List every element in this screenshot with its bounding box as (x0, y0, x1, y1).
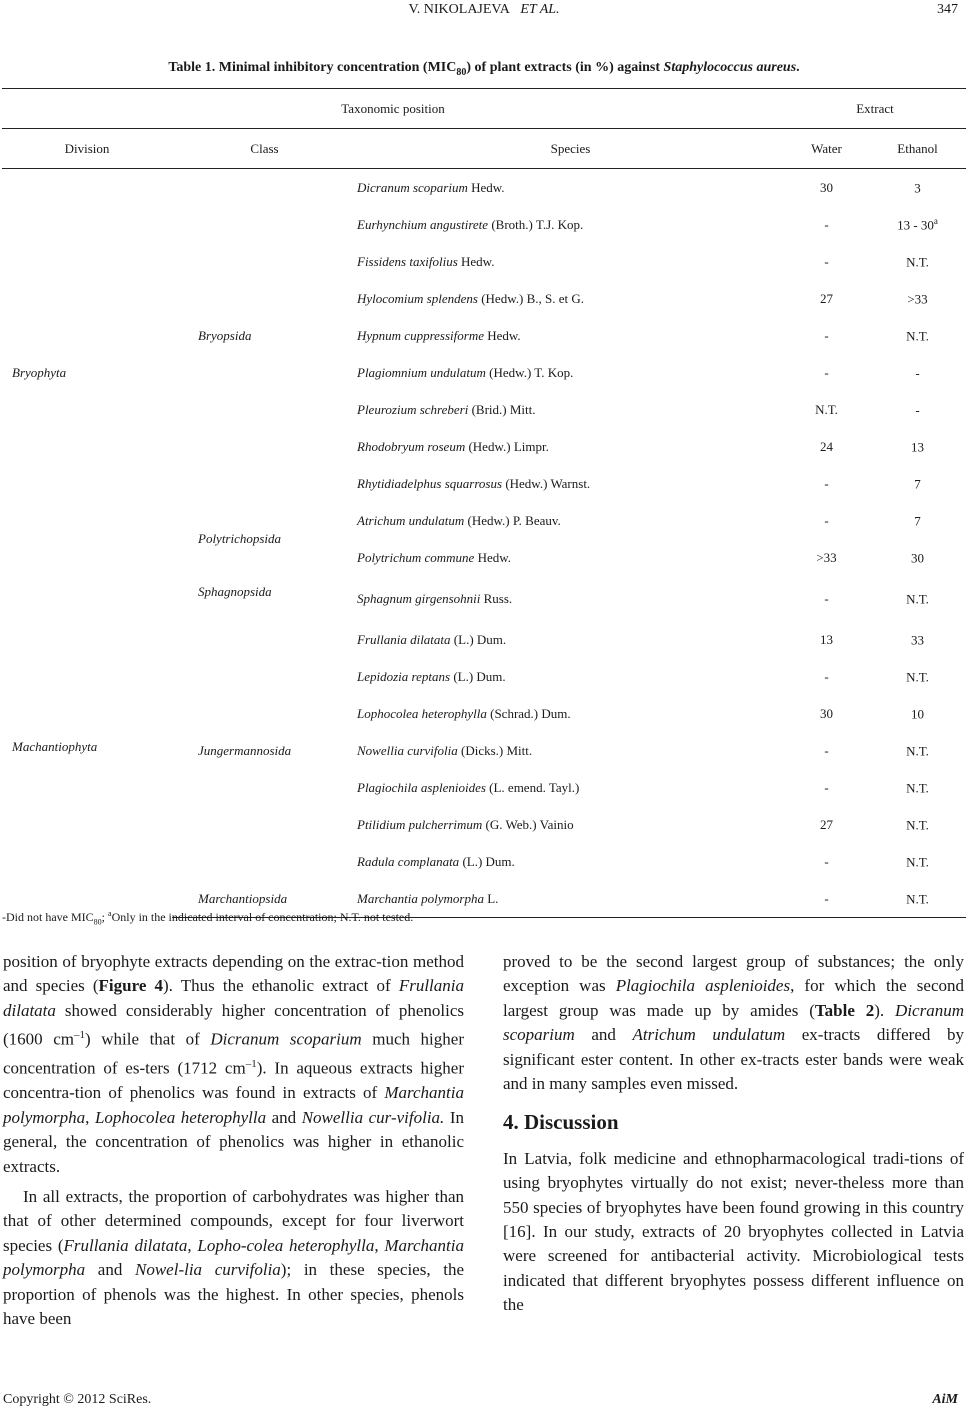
ethanol-mic-cell (869, 428, 966, 465)
table-ref-link[interactable]: Table 2 (814, 1000, 875, 1020)
species-name: Pleurozium schreberi (357, 401, 469, 417)
water-mic-cell: - (824, 216, 829, 232)
paragraph (503, 950, 964, 1096)
species-name: Eurhynchium angustirete (357, 216, 489, 232)
ethanol-mic-cell (869, 806, 966, 843)
species-name: Frullania dilatata (3, 976, 464, 1020)
paragraph (3, 950, 464, 1179)
water-mic-cell: 24 (820, 438, 833, 454)
ethanol-mic-cell (869, 695, 966, 732)
water-mic-cell: - (824, 853, 829, 869)
species-name: Lopho-colea heterophylla (197, 1235, 375, 1255)
ethanol-mic-cell (869, 732, 966, 769)
text-run: , (187, 1235, 198, 1255)
water-mic-cell: 13 (820, 631, 833, 647)
species-name: Plagiomnium undulatum (357, 364, 486, 380)
species-name: Radula complanata (357, 853, 460, 869)
species-cell (357, 539, 784, 576)
species-cell (357, 280, 784, 317)
ethanol-mic-cell (869, 769, 966, 806)
caption-end: . (796, 60, 800, 75)
text-run: ex-tracts differed by significant ester content. In other ex-tracts ester bands were weak and in many samples even missed. (503, 1025, 964, 1094)
species-authority: (Broth.) T.J. Kop. (488, 216, 584, 232)
species-name: Rhytidiadelphus squarrosus (357, 475, 503, 491)
species-cell (357, 465, 784, 502)
species-authority: (L.) Dum. (450, 631, 507, 647)
authors-et-al: ET AL. (520, 2, 560, 17)
species-name: Frullania dilatata (63, 1235, 188, 1255)
header-class: Class (172, 129, 357, 169)
species-authority: (Brid.) Mitt. (468, 401, 536, 417)
water-mic-cell: - (824, 253, 829, 269)
text-run: , for which the second largest group was made up by amides ( (503, 976, 964, 1020)
species-name: Lepidozia reptans (357, 668, 451, 684)
text-run: In general, the concentration of phenolics was higher in ethanolic extracts. (3, 1107, 465, 1176)
species-name: Nowellia curvifolia (357, 742, 458, 758)
page-header (0, 2, 968, 22)
authors-name: V. NIKOLAJEVA (408, 2, 510, 17)
ethanol-mic-value: 3 (914, 180, 921, 196)
ethanol-mic-value: N.T. (906, 817, 929, 833)
section-heading: 4. Discussion (503, 1110, 619, 1135)
paragraph (3, 1185, 464, 1331)
running-head-authors (0, 2, 968, 18)
species-name: Marchantia polymorpha (3, 1235, 464, 1280)
species-cell (357, 658, 784, 695)
header-taxonomic-position: Taxonomic position (2, 89, 784, 129)
text-run: , (85, 1107, 95, 1127)
species-authority: (L. emend. Tayl.) (485, 779, 580, 795)
ethanol-mic-value: >33 (907, 291, 928, 307)
paragraph: In Latvia, folk medicine and ethnopharmacological tradi-tions of using bryophytes virtually do not exist; never-theless more than 550 species of bryophytes have been found growing in this country [16]. In our study, extracts of 20 bryophytes collected in Latvia were screened for antibacterial activity. Microbiological tests indicated that different bryophytes possess different influence on the (503, 1148, 964, 1315)
water-mic-cell: 27 (820, 290, 833, 306)
division-marchantiophyta: Machantiophyta (12, 738, 98, 754)
ethanol-mic-value: 13 - 30 (897, 217, 934, 233)
species-authority: (L.) Dum. (450, 668, 506, 684)
table-row (2, 169, 966, 207)
species-name: Atrichum undulatum (357, 512, 465, 528)
species-cell (357, 317, 784, 354)
text-run: proved to be the second largest group of substances; the only exception was (503, 952, 964, 996)
text-run: ). Thus the ethanolic extract of (163, 976, 399, 996)
water-mic-cell: - (784, 880, 869, 918)
footnote-sub: 80 (93, 917, 102, 927)
water-mic-cell: - (824, 327, 829, 343)
header-extract: Extract (784, 89, 966, 129)
species-cell (357, 621, 784, 658)
ethanol-mic-value: N.T. (906, 328, 929, 344)
class-jungermannosida: Jungermannosida (198, 742, 292, 758)
water-mic-cell: - (824, 590, 829, 606)
ethanol-mic-footnote-mark: a (933, 215, 938, 226)
species-name: Dicranum scoparium (357, 179, 468, 195)
ethanol-mic-cell (869, 280, 966, 317)
ethanol-mic-value: - (915, 365, 920, 381)
species-authority: Hedw. (474, 549, 512, 565)
ethanol-mic-value: 7 (914, 513, 921, 529)
species-name: Lophocolea heterophylla (357, 705, 487, 721)
ethanol-mic-cell (869, 539, 966, 576)
class-polytrichopsida: Polytrichopsida (198, 531, 282, 546)
species-cell (357, 354, 784, 391)
species-cell (357, 769, 784, 806)
footnote-sup: a (108, 909, 112, 918)
species-name: Plagiochila asplenioides (357, 779, 486, 795)
ethanol-mic-value: N.T. (906, 743, 929, 759)
superscript: –1 (74, 1029, 85, 1042)
ethanol-mic-value: 13 (911, 439, 924, 455)
ethanol-mic-value: N.T. (906, 891, 929, 907)
ethanol-mic-value: 10 (911, 706, 924, 722)
ethanol-mic-cell (869, 502, 966, 539)
water-mic-cell: 30 (820, 179, 833, 195)
ethanol-mic-value: N.T. (906, 780, 929, 796)
ethanol-mic-cell (869, 621, 966, 658)
mic-table (2, 88, 966, 918)
caption-organism: Staphylococcus aureus (663, 60, 797, 75)
text-run: ); in these species, the proportion of phenols was the highest. In other species, phenols have been (3, 1260, 464, 1328)
caption-sub: 80 (456, 66, 467, 78)
species-cell (357, 695, 784, 732)
ethanol-mic-value: 7 (914, 476, 921, 492)
ethanol-mic-cell (869, 658, 966, 695)
species-cell (357, 206, 784, 243)
species-authority: (L.) Dum. (459, 853, 515, 869)
species-name: Dicranum scoparium (210, 1029, 362, 1049)
ethanol-mic-value: N.T. (906, 854, 929, 870)
species-name: Polytrichum commune (357, 549, 475, 565)
text-run: much higher concentration of es-ters (1712 cm (3, 1029, 464, 1078)
text-run: position of bryophyte extracts depending on the extrac-tion method and species ( (3, 952, 464, 996)
species-name: Dicranum scoparium (503, 1000, 964, 1045)
ethanol-mic-cell (869, 354, 966, 391)
species-authority: (Schrad.) Dum. (486, 705, 571, 721)
class-bryopsida: Bryopsida (198, 327, 252, 343)
species-name: Marchantia polymorpha (3, 1083, 464, 1127)
species-name: Plagiochila asplenioides (615, 976, 791, 996)
species-cell (357, 243, 784, 280)
ethanol-mic-value: - (915, 402, 920, 418)
footnote-part-c: Only in the indicated interval of concentration; N.T. not tested. (111, 910, 414, 924)
species-name: Nowellia cur-vifolia. (301, 1107, 445, 1127)
header-water: Water (784, 129, 869, 169)
species-name: Frullania dilatata (357, 631, 451, 647)
water-mic-cell: - (824, 668, 829, 684)
ethanol-mic-cell (869, 206, 966, 243)
species-authority: Hedw. (467, 179, 505, 195)
ethanol-mic-cell (869, 576, 966, 621)
species-name: Rhodobryum roseum (357, 438, 466, 454)
species-name: Lophocolea heterophylla (94, 1107, 267, 1127)
class-marchantiopsida: Marchantiopsida (172, 880, 357, 918)
water-mic-cell: - (824, 364, 829, 380)
species-name: Atrichum undulatum (632, 1025, 786, 1045)
water-mic-cell: N.T. (815, 401, 838, 417)
table-row (2, 576, 966, 621)
species-name: Fissidens taxifolius (357, 253, 458, 269)
water-mic-cell: - (824, 512, 829, 528)
right-text-column (503, 950, 964, 1318)
species-cell (357, 880, 784, 918)
table-body (2, 169, 966, 918)
water-mic-cell: - (824, 475, 829, 491)
species-authority: (Hedw.) Warnst. (502, 475, 591, 491)
table-caption (0, 60, 968, 78)
species-authority: Hedw. (457, 253, 495, 269)
species-authority: Hedw. (483, 327, 521, 343)
text-run: and (266, 1107, 302, 1127)
footnote-part-a: -Did not have MIC (2, 910, 94, 924)
division-bryophyta: Bryophyta (12, 364, 67, 380)
ethanol-mic-cell (869, 843, 966, 880)
ethanol-mic-cell (869, 465, 966, 502)
water-mic-cell: - (824, 779, 829, 795)
text-run: , (374, 1235, 385, 1255)
footnote-part-b: ; (101, 910, 108, 924)
ethanol-mic-cell (869, 243, 966, 280)
ethanol-mic-cell (869, 169, 966, 207)
species-authority: Russ. (480, 590, 513, 606)
ethanol-mic-cell (869, 317, 966, 354)
water-mic-cell: 27 (820, 816, 833, 832)
water-mic-cell: - (824, 742, 829, 758)
species-cell (357, 391, 784, 428)
text-run: In all extracts, the proportion of carbohydrates was higher than that of other determined compounds, except for four liverwort species ( (3, 1186, 464, 1255)
species-authority: (Hedw.) B., S. et G. (477, 290, 584, 306)
species-authority: (Hedw.) T. Kop. (485, 364, 574, 380)
species-authority: (Dicks.) Mitt. (457, 742, 533, 758)
header-ethanol: Ethanol (869, 129, 966, 169)
species-cell (357, 732, 784, 769)
table-footnote (2, 909, 413, 926)
ethanol-mic-value: 30 (911, 550, 924, 566)
superscript: –1 (245, 1058, 257, 1071)
left-text-column (3, 950, 464, 1331)
ethanol-mic-value: N.T. (906, 669, 929, 685)
species-cell (357, 843, 784, 880)
species-name: Hylocomium splendens (357, 290, 478, 306)
copyright-text: Copyright © 2012 SciRes. (3, 1392, 152, 1407)
water-mic-cell: >33 (816, 549, 837, 565)
text-run: and (85, 1260, 135, 1280)
species-cell (357, 428, 784, 465)
text-run: ). In aqueous extracts higher concentra-tion of phenolics was found in extracts of (3, 1058, 464, 1103)
ethanol-mic-value: N.T. (906, 254, 929, 270)
species-name: Sphagnum girgensohnii (357, 590, 481, 606)
species-cell (357, 806, 784, 843)
ethanol-mic-value: 33 (911, 632, 924, 648)
ethanol-mic-cell (869, 880, 966, 918)
header-division: Division (2, 129, 172, 169)
species-name: Ptilidium pulcherrimum (357, 816, 483, 832)
species-cell (357, 576, 784, 621)
water-mic-cell: 30 (820, 705, 833, 721)
journal-abbrev: AiM (932, 1392, 958, 1407)
text-run: ). (874, 1000, 896, 1020)
caption-middle: ) of plant extracts (in %) against (466, 60, 664, 75)
species-name: Hypnum cuppressiforme (357, 327, 484, 343)
ethanol-mic-value: N.T. (906, 591, 929, 607)
text-run: ) while that of (85, 1029, 211, 1049)
header-species: Species (357, 129, 784, 169)
figure-ref-link[interactable]: Figure 4 (98, 976, 164, 996)
text-run: showed considerably higher concentration of phenolics (1600 cm (3, 1000, 464, 1049)
class-sphagnopsida: Sphagnopsida (198, 584, 272, 599)
page-number: 347 (937, 2, 958, 17)
species-cell (357, 169, 784, 207)
species-name: Marchantia polymorpha (357, 890, 484, 906)
species-cell (357, 502, 784, 539)
species-authority: (G. Web.) Vainio (482, 816, 574, 832)
species-authority: L. (483, 890, 499, 906)
ethanol-mic-cell (869, 391, 966, 428)
species-authority: (Hedw.) Limpr. (465, 438, 549, 454)
caption-prefix: Table 1. Minimal inhibitory concentration (MIC (168, 60, 457, 75)
species-authority: (Hedw.) P. Beauv. (464, 512, 561, 528)
species-name: Nowel-lia curvifolia (135, 1260, 281, 1280)
text-run: and (574, 1025, 633, 1045)
